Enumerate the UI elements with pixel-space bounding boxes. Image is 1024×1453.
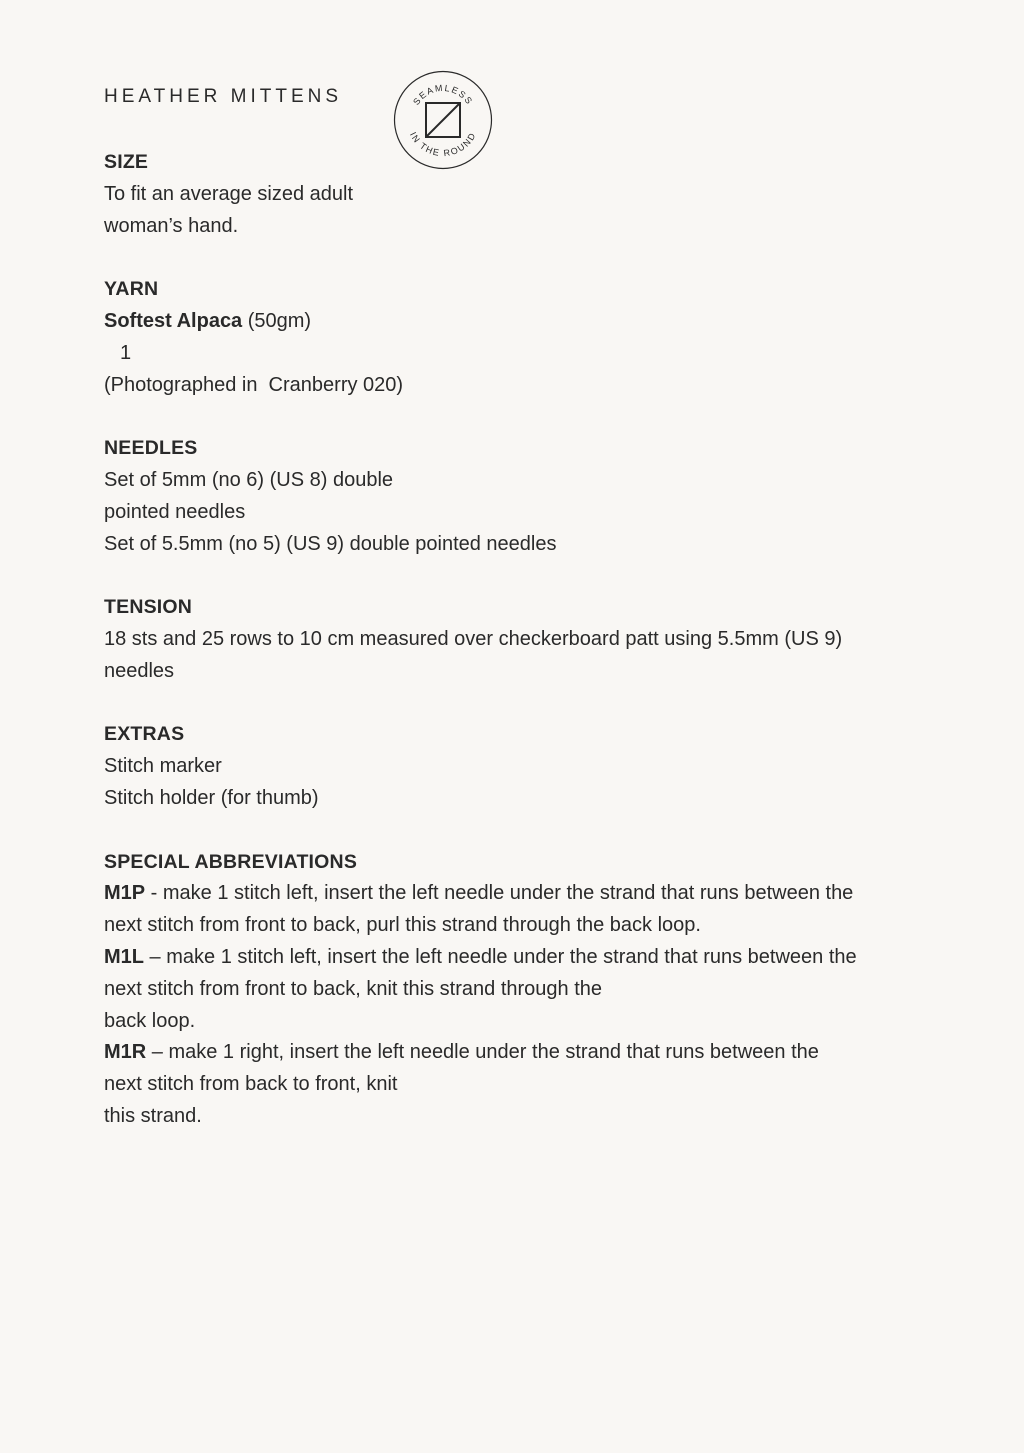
yarn-product-name: Softest Alpaca <box>104 309 243 332</box>
abbreviation-term: M1L <box>104 945 144 968</box>
yarn-photographed: (Photographed in Cranberry 020) <box>104 373 404 396</box>
tension-section <box>104 592 924 687</box>
abbreviation-definition: next stitch from back to front, knit <box>104 1073 398 1096</box>
abbreviation-term: M1R <box>104 1041 147 1064</box>
yarn-section <box>104 274 924 401</box>
needles-line: Set of 5.5mm (no 5) (US 9) double pointed needles <box>104 532 557 555</box>
size-section <box>104 147 924 242</box>
pattern-details <box>104 147 924 1165</box>
needles-line: Set of 5mm (no 6) (US 8) double <box>104 468 394 491</box>
extras-section <box>104 719 924 814</box>
abbreviation-m1r <box>104 1037 924 1069</box>
abbreviation-definition: - make 1 stitch left, insert the left needle under the strand that runs between the <box>145 882 854 905</box>
pattern-title: HEATHER MITTENS <box>104 86 343 107</box>
abbreviation-definition: – make 1 stitch left, insert the left needle under the strand that runs between the <box>144 945 857 968</box>
needles-heading: NEEDLES <box>104 437 198 460</box>
badge-top-text: SEAMLESS <box>411 82 475 107</box>
size-heading: SIZE <box>104 151 149 173</box>
abbreviation-definition: back loop. <box>104 1009 196 1032</box>
yarn-product-weight: (50gm) <box>242 309 312 332</box>
abbreviations-heading: SPECIAL ABBREVIATIONS <box>104 850 358 873</box>
size-line: To fit an average sized adult <box>104 182 354 205</box>
extras-heading: EXTRAS <box>104 723 185 746</box>
tension-line: needles <box>104 659 175 682</box>
abbreviations-section <box>104 847 924 1133</box>
abbreviation-m1l <box>104 942 924 974</box>
abbreviation-definition: this strand. <box>104 1104 202 1127</box>
extras-line: Stitch holder (for thumb) <box>104 786 319 809</box>
abbreviation-m1p <box>104 878 924 910</box>
tension-line: 18 sts and 25 rows to 10 cm measured over checkerboard patt using 5.5mm (US 9) <box>104 627 843 650</box>
needles-section <box>104 433 924 560</box>
abbreviation-term: M1P <box>104 882 146 905</box>
badge-bottom-text: IN THE ROUND <box>407 130 479 159</box>
abbreviation-definition: – make 1 right, insert the left needle under the strand that runs between the <box>146 1041 819 1064</box>
yarn-heading: YARN <box>104 278 159 301</box>
needles-line: pointed needles <box>104 500 246 523</box>
size-line: woman’s hand. <box>104 214 239 237</box>
abbreviation-definition: next stitch from front to back, purl this strand through the back loop. <box>104 914 701 937</box>
yarn-product <box>104 306 924 338</box>
extras-line: Stitch marker <box>104 755 222 778</box>
yarn-quantity: 1 <box>120 341 132 364</box>
abbreviation-definition: next stitch from front to back, knit this strand through the <box>104 977 603 1000</box>
square-diagonal-icon <box>426 103 460 137</box>
tension-heading: TENSION <box>104 596 193 619</box>
